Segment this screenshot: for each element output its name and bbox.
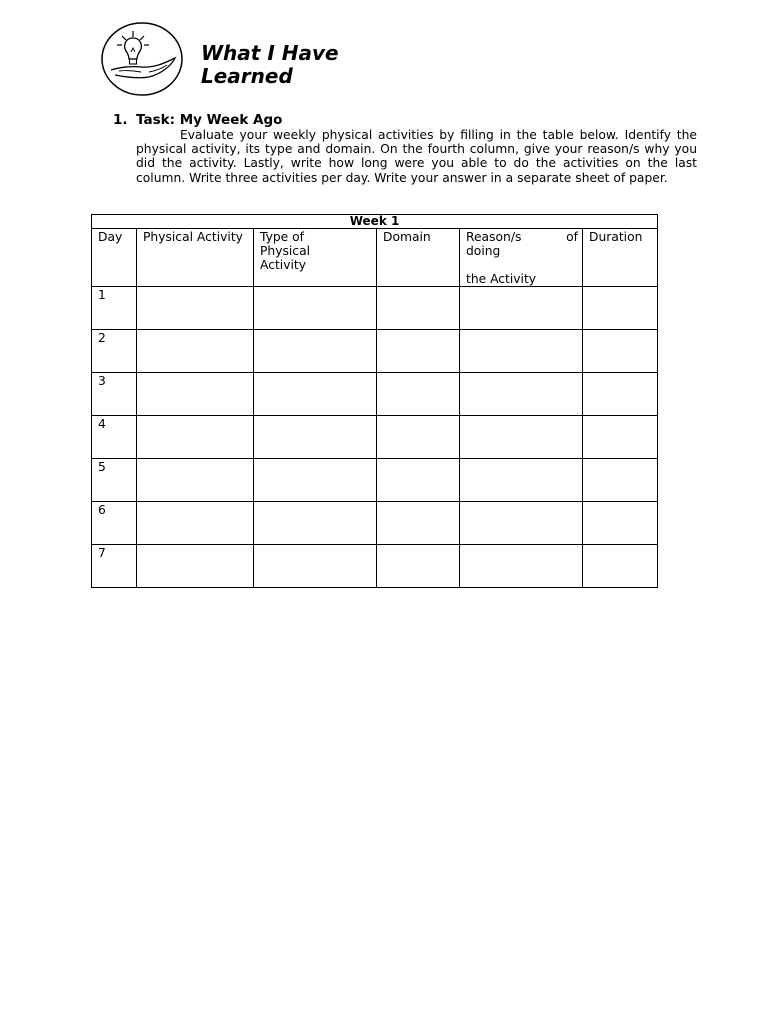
domain-cell: [377, 373, 460, 416]
header-day: Day: [92, 229, 137, 287]
domain-cell: [377, 330, 460, 373]
physical-activity-cell: [137, 459, 254, 502]
title-line-1: What I Have: [201, 41, 339, 65]
table-row: [92, 330, 658, 373]
header-reason-doing: doing: [466, 244, 501, 258]
header-type-of-activity: [254, 229, 377, 287]
day-number-cell: 2: [92, 330, 137, 373]
day-number-cell: 4: [92, 416, 137, 459]
header-reason: [460, 229, 583, 287]
domain-cell: [377, 459, 460, 502]
duration-cell: [583, 330, 658, 373]
reason-cell: [460, 459, 583, 502]
task-number: 1.: [113, 112, 128, 128]
physical-activity-cell: [137, 287, 254, 330]
title-line-2: Learned: [201, 64, 293, 88]
type-cell: [254, 287, 377, 330]
table-row: [92, 502, 658, 545]
type-cell: [254, 502, 377, 545]
task-title: Task: My Week Ago: [136, 112, 283, 128]
instructions-text: Evaluate your weekly physical activities by filling in the table below. Identify the physical activity, its type and domain. On the fourth column, give your reason/s why you did the activity. Lastly, write how long were you able to do the activities on the last column. Write three activities per day. Write your answer in a separate sheet of paper.: [136, 128, 697, 185]
domain-cell: [377, 502, 460, 545]
reason-cell: [460, 330, 583, 373]
table-header-row: [92, 229, 658, 287]
day-number-cell: 7: [92, 545, 137, 588]
table-row: [92, 416, 658, 459]
reason-cell: [460, 545, 583, 588]
day-number-cell: 3: [92, 373, 137, 416]
duration-cell: [583, 416, 658, 459]
duration-cell: [583, 373, 658, 416]
header-reason-word: Reason/s: [466, 230, 522, 244]
header-type-line-1: Type of: [260, 230, 305, 244]
header-reason-activity: the Activity: [466, 272, 537, 286]
header-domain: Domain: [377, 229, 460, 287]
table-caption: Week 1: [92, 215, 658, 229]
physical-activity-cell: [137, 373, 254, 416]
task-heading: [113, 112, 282, 128]
header-type-line-3: Activity: [260, 258, 306, 272]
type-cell: [254, 545, 377, 588]
header-physical-activity: Physical Activity: [137, 229, 254, 287]
table-row: [92, 373, 658, 416]
day-number-cell: 1: [92, 287, 137, 330]
reason-cell: [460, 373, 583, 416]
table-row: [92, 545, 658, 588]
duration-cell: [583, 459, 658, 502]
table-row: [92, 459, 658, 502]
type-cell: [254, 373, 377, 416]
week-activity-table: [91, 214, 658, 588]
header-duration: Duration: [583, 229, 658, 287]
type-cell: [254, 330, 377, 373]
header-reason-of: of: [566, 230, 578, 244]
reason-cell: [460, 416, 583, 459]
table-row: [92, 287, 658, 330]
day-number-cell: 6: [92, 502, 137, 545]
reason-cell: [460, 502, 583, 545]
type-cell: [254, 416, 377, 459]
header-type-line-2: Physical: [260, 244, 311, 258]
physical-activity-cell: [137, 502, 254, 545]
reason-cell: [460, 287, 583, 330]
page-title: [201, 42, 339, 88]
domain-cell: [377, 416, 460, 459]
domain-cell: [377, 287, 460, 330]
physical-activity-cell: [137, 330, 254, 373]
physical-activity-cell: [137, 416, 254, 459]
duration-cell: [583, 545, 658, 588]
lightbulb-on-hand-icon: [101, 22, 183, 96]
day-number-cell: 5: [92, 459, 137, 502]
duration-cell: [583, 287, 658, 330]
duration-cell: [583, 502, 658, 545]
task-instructions: [136, 128, 697, 185]
type-cell: [254, 459, 377, 502]
domain-cell: [377, 545, 460, 588]
physical-activity-cell: [137, 545, 254, 588]
